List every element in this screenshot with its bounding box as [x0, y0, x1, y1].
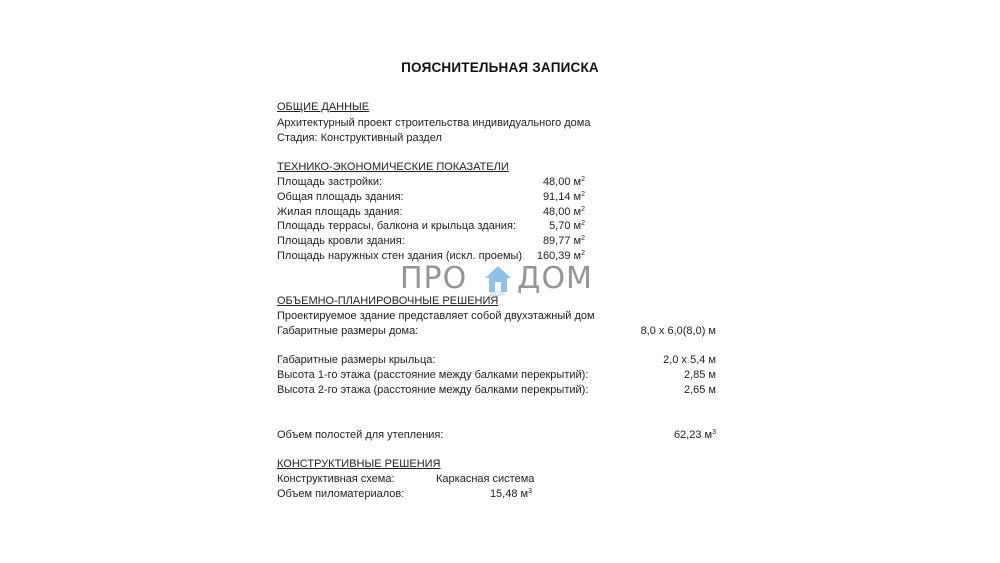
tech-row-label: Площадь наружных стен здания (искл. проемы) — [277, 250, 523, 262]
tech-row-label: Общая площадь здания: — [277, 191, 404, 203]
section-header-planning: ОБЪЕМНО-ПЛАНИРОВОЧНЫЕ РЕШЕНИЯ — [277, 295, 499, 307]
tech-row-label: Площадь террасы, балкона и крыльца здания: — [277, 220, 516, 232]
structural-scheme-label: Конструктивная схема: — [277, 473, 395, 485]
planning-row-value: 2,85 м — [683, 369, 716, 381]
general-line-1: Архитектурный проект строительства индивидуального дома — [277, 117, 591, 129]
house-icon — [483, 264, 513, 294]
watermark-subtext: ДОМ — [490, 292, 506, 298]
watermark-text-left: ПРО — [400, 261, 468, 296]
lumber-volume-label: Объем пиломатериалов: — [277, 488, 405, 500]
tech-row-value: 160,39 $м^2$ — [536, 250, 585, 262]
planning-intro: Проектируемое здание представляет собой двухэтажный дом — [277, 310, 595, 322]
structural-scheme-value: Каркасная система — [436, 473, 535, 485]
planning-row-label: Габаритные размеры дома: — [277, 325, 419, 337]
planning-row-value: 8,0 х 6,0(8,0) м — [640, 325, 716, 337]
planning-row-label: Высота 2-го этажа (расстояние между балками перекрытий): — [277, 384, 589, 396]
watermark-text-right: ДОМ — [517, 261, 593, 296]
section-header-tech: ТЕХНИКО-ЭКОНОМИЧЕСКИЕ ПОКАЗАТЕЛИ — [277, 161, 509, 173]
tech-row-value: 91,14 $м^2$ — [542, 191, 585, 203]
tech-row-label: Жилая площадь здания: — [277, 206, 403, 218]
tech-row-label: Площадь кровли здания: — [277, 235, 405, 247]
planning-row-label: Габаритные размеры крыльца: — [277, 354, 436, 366]
planning-row-value: 2,65 м — [683, 384, 716, 396]
planning-row-value: 2,0 х 5,4 м — [663, 354, 716, 366]
planning-row-label: Высота 1-го этажа (расстояние между балками перекрытий): — [277, 369, 589, 381]
section-header-general: ОБЩИЕ ДАННЫЕ — [277, 101, 370, 113]
insulation-value: 62,23 $м^3$ — [673, 429, 716, 441]
insulation-label: Объем полостей для утепления: — [277, 429, 444, 441]
section-header-structural: КОНСТРУКТИВНЫЕ РЕШЕНИЯ — [277, 458, 441, 470]
general-line-2: Стадия: Конструктивный раздел — [277, 132, 442, 144]
tech-row-label: Площадь застройки: — [277, 176, 383, 188]
lumber-volume-value: 15,48 $м^3$ — [489, 488, 532, 500]
tech-row-value: 89,77 $м^2$ — [542, 235, 585, 247]
page-title: ПОЯСНИТЕЛЬНАЯ ЗАПИСКА — [401, 60, 599, 75]
tech-row-value: 5,70 $м^2$ — [549, 220, 585, 232]
tech-row-value: 48,00 $м^2$ — [542, 176, 585, 188]
tech-row-value: 48,00 $м^2$ — [542, 206, 585, 218]
